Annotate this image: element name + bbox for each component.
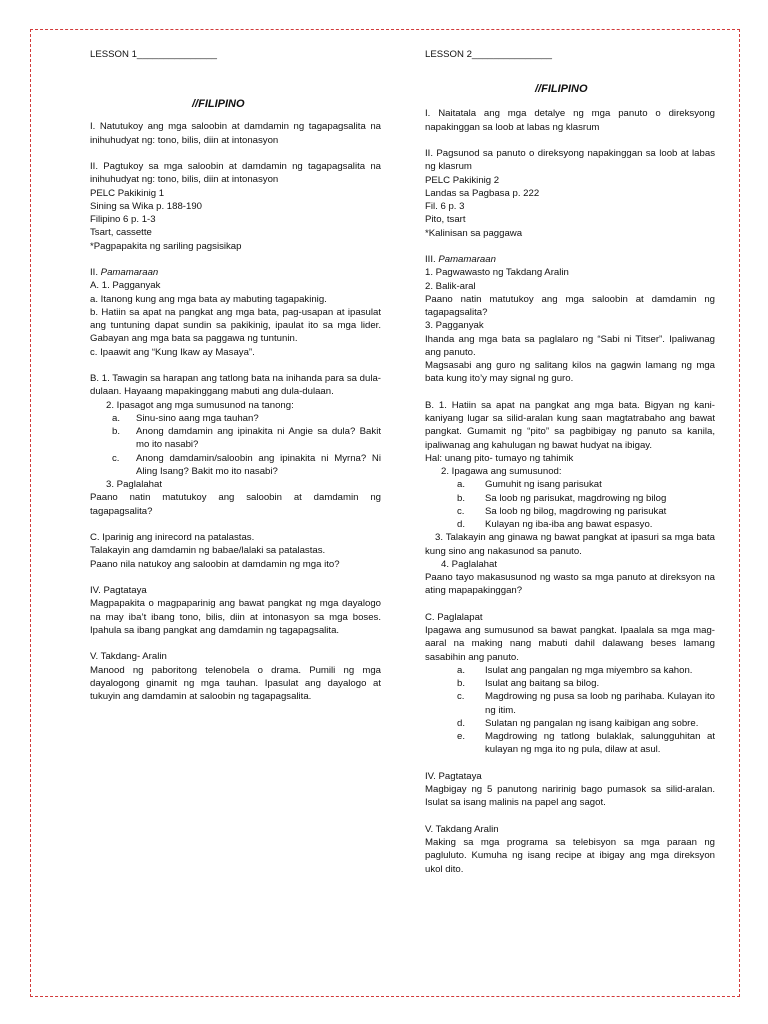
list-item: c. Magdrowing ng pusa sa loob ng parihaba. Kulayan ito ng itim. <box>457 691 715 716</box>
lesson-2-assignment-text: Making sa mga programa sa telebisyon sa mga paraan ng pagluluto. Kumuha ng isang recipe at ibigay ang mga direksyon ukol dito. <box>425 837 715 875</box>
lesson-1-column <box>90 48 381 703</box>
lesson-1-application-c1: C. Iparinig ang inirecord na patalastas. <box>90 532 255 543</box>
lesson-1-motivation-c: c. Ipaawit ang “Kung Ikaw ay Masaya”. <box>90 346 255 358</box>
list-item: b. Sa loob ng parisukat, magdrowing ng bilog <box>457 492 667 504</box>
lesson-2-step-2: 2. Balik-aral <box>425 280 476 292</box>
lesson-2-reference-1: Landas sa Pagbasa p. 222 <box>425 187 540 199</box>
lesson-1-reference-1: Sining sa Wika p. 188-190 <box>90 200 202 212</box>
lesson-2-activity-b3: 3. Talakayin ang ginawa ng bawat pangkat at ipasuri sa mga bata kung sino ang nakasunod sa panuto. <box>425 532 715 557</box>
list-item: d. Kulayan ng iba-iba ang bawat espasyo. <box>457 519 653 530</box>
lesson-1-subject-title: //FILIPINO <box>192 98 245 111</box>
lesson-2-subject-matter: II. Pagsunod sa panuto o direksyong napakinggan sa loob at labas ng klasrum <box>425 148 715 173</box>
lesson-2-objective: I. Naitatala ang mga detalye ng mga panuto o direksyong napakinggan sa loob at labas ng klasrum <box>425 108 715 133</box>
lesson-2-subject-title: //FILIPINO <box>535 83 588 96</box>
list-item: a. Sinu-sino aang mga tauhan? <box>112 412 259 424</box>
lesson-1-assignment-heading: V. Takdang- Aralin <box>90 651 167 663</box>
lesson-1-motivation-a: a. Itanong kung ang mga bata ay mabuting tagapakinig. <box>90 293 327 305</box>
lesson-2-application-heading: C. Paglalapat <box>425 611 483 623</box>
lesson-2-activity-b2: 2. Ipagawa ang sumusunod: <box>441 466 562 477</box>
lesson-2-step-1: 1. Pagwawasto ng Takdang Aralin <box>425 267 569 279</box>
lesson-2-procedure-heading: III. Pamamaraan <box>425 254 496 265</box>
lesson-2-materials: Pito, tsart <box>425 214 466 226</box>
lesson-2-motivation-text-1: Ihanda ang mga bata sa paglalaro ng “Sabi ni Titser”. Ipaliwanag ang panuto. <box>425 333 715 358</box>
lesson-2-generalization-text: Paano tayo makasusunod ng wasto sa mga panuto at direksyon na ating mapapakinggan? <box>425 572 715 597</box>
lesson-2-example: Hal: unang pito- tumayo ng tahimik <box>425 452 574 464</box>
lesson-1-pelc: PELC Pakikinig 1 <box>90 187 165 199</box>
lesson-2-value: *Kalinisan sa paggawa <box>425 227 523 239</box>
list-item: b. Isulat ang baitang sa bilog. <box>457 678 600 689</box>
lesson-1-application-c2: Talakayin ang damdamin ng babae/lalaki sa patalastas. <box>90 545 326 557</box>
lesson-1-objective: I. Natutukoy ang mga saloobin at damdamin ng tagapagsalita na inihuhudyat ng: tono, bilis, diin at intonasyon <box>90 121 381 146</box>
lesson-1-activity-b2: 2. Ipasagot ang mga sumusunod na tanong: <box>106 399 294 411</box>
lesson-1-heading: LESSON 1_______________ <box>90 49 217 60</box>
list-item: e. Magdrowing ng tatlong bulaklak, salungguhitan at kulayan ng mga ito ng pula, dilaw at asul. <box>457 731 715 756</box>
lesson-1-subject-matter: II. Pagtukoy sa mga saloobin at damdamin ng tagapagsalita na inihuhudyat ng: tono, bilis, diin at intonasyon <box>90 161 381 186</box>
list-item: c. Anong damdamin/saloobin ang ipinakita ni Myrna? Ni Aling Isang? Bakit mo ito nasabi? <box>112 452 381 477</box>
lesson-2-column <box>425 48 715 876</box>
lesson-2-application-text: Ipagawa ang sumusunod sa bawat pangkat. Ipaalala sa mga mag-aaral na making nang mabuti dahil dalawang beses lamang sasabihin ang panuto. <box>425 625 715 663</box>
lesson-1-evaluation-heading: IV. Pagtataya <box>90 585 147 596</box>
lesson-1-generalization-text: Paano natin matutukoy ang saloobin at damdamin ng tagapagsalita? <box>90 492 381 517</box>
lesson-2-evaluation-heading: IV. Pagtataya <box>425 770 482 782</box>
lesson-2-heading: LESSON 2_______________ <box>425 49 552 60</box>
lesson-1-motivation-heading: A. 1. Pagganyak <box>90 280 161 292</box>
lesson-2-evaluation-text: Magbigay ng 5 panutong naririnig bago pumasok sa silid-aralan. Isulat sa isang malinis na papel ang sagot. <box>425 784 715 809</box>
list-item: a. Isulat ang pangalan ng mga miyembro sa kahon. <box>457 664 693 676</box>
lesson-2-review-text: Paano natin matutukoy ang mga saloobin at damdamin ng tagapagsalita? <box>425 293 715 318</box>
lesson-2-assignment-heading: V. Takdang Aralin <box>425 823 499 835</box>
lesson-1-evaluation-text: Magpapakita o magpaparinig ang bawat pangkat ng mga dayalogo na may iba’t ibang tono, bilis, diin at intonasyon sa mga boses. Ipahula sa ibang pangkat ang damdamin ng tagapagsalita. <box>90 598 381 636</box>
list-item: c. Sa loob ng bilog, magdrowing ng parisukat <box>457 505 667 517</box>
list-item: d. Sulatan ng pangalan ng isang kaibigan ang sobre. <box>457 717 699 729</box>
lesson-2-activity-b1: B. 1. Hatiin sa apat na pangkat ang mga bata. Bigyan ng kani-kaniyang lugar sa silid-aralan kung saan magtatrabaho ang bawat pangkat. Gumamit ng “pito” sa pagbibigay ng panuto sa kanila, ipaliwanag ang kahulugan ng bawat hudyat na ibigay. <box>425 399 715 451</box>
lesson-1-value: *Pagpapakita ng sariling pagsisikap <box>90 240 242 252</box>
lesson-2-motivation-text-2: Magsasabi ang guro ng salitang kilos na gagwin lamang ng mga bata kung ito’y may signal ng guro. <box>425 360 715 385</box>
lesson-2-reference-2: Fil. 6 p. 3 <box>425 201 465 212</box>
list-item: a. Gumuhit ng isang parisukat <box>457 479 602 491</box>
lesson-2-generalization-heading: 4. Paglalahat <box>441 558 498 570</box>
lesson-2-step-3: 3. Pagganyak <box>425 320 484 332</box>
lesson-1-application-c3: Paano nila natukoy ang saloobin at damdamin ng mga ito? <box>90 558 340 570</box>
lesson-1-procedure-heading: II. Pamamaraan <box>90 267 159 278</box>
lesson-1-generalization-heading: 3. Paglalahat <box>106 479 163 490</box>
lesson-1-activity-b1: B. 1. Tawagin sa harapan ang tatlong bata na inihanda para sa dula-dulaan. Hayaang mapakinggang mabuti ang dula-dulaan. <box>90 373 381 398</box>
lesson-1-reference-2: Filipino 6 p. 1-3 <box>90 214 156 225</box>
lesson-1-motivation-b: b. Hatiin sa apat na pangkat ang mga bata, pag-usapan at ipasulat ang tuntuning dapat sundin sa pakikinig, ipaulat ito sa mga lider. Gabayan ang mga bata sa paggawa ng tuntunin. <box>90 306 381 345</box>
lesson-2-pelc: PELC Pakikinig 2 <box>425 174 500 186</box>
lesson-1-materials: Tsart, cassette <box>90 227 152 239</box>
list-item: b. Anong damdamin ang ipinakita ni Angie sa dula? Bakit mo ito nasabi? <box>112 426 381 451</box>
lesson-1-assignment-text: Manood ng paboritong telenobela o drama. Pumili ng mga dayalogong ginamit ng mga tauhan. Ipasulat ang dayalogo at tukuyin ang damdamin at saloobin ng tagapagsalita. <box>90 664 381 702</box>
